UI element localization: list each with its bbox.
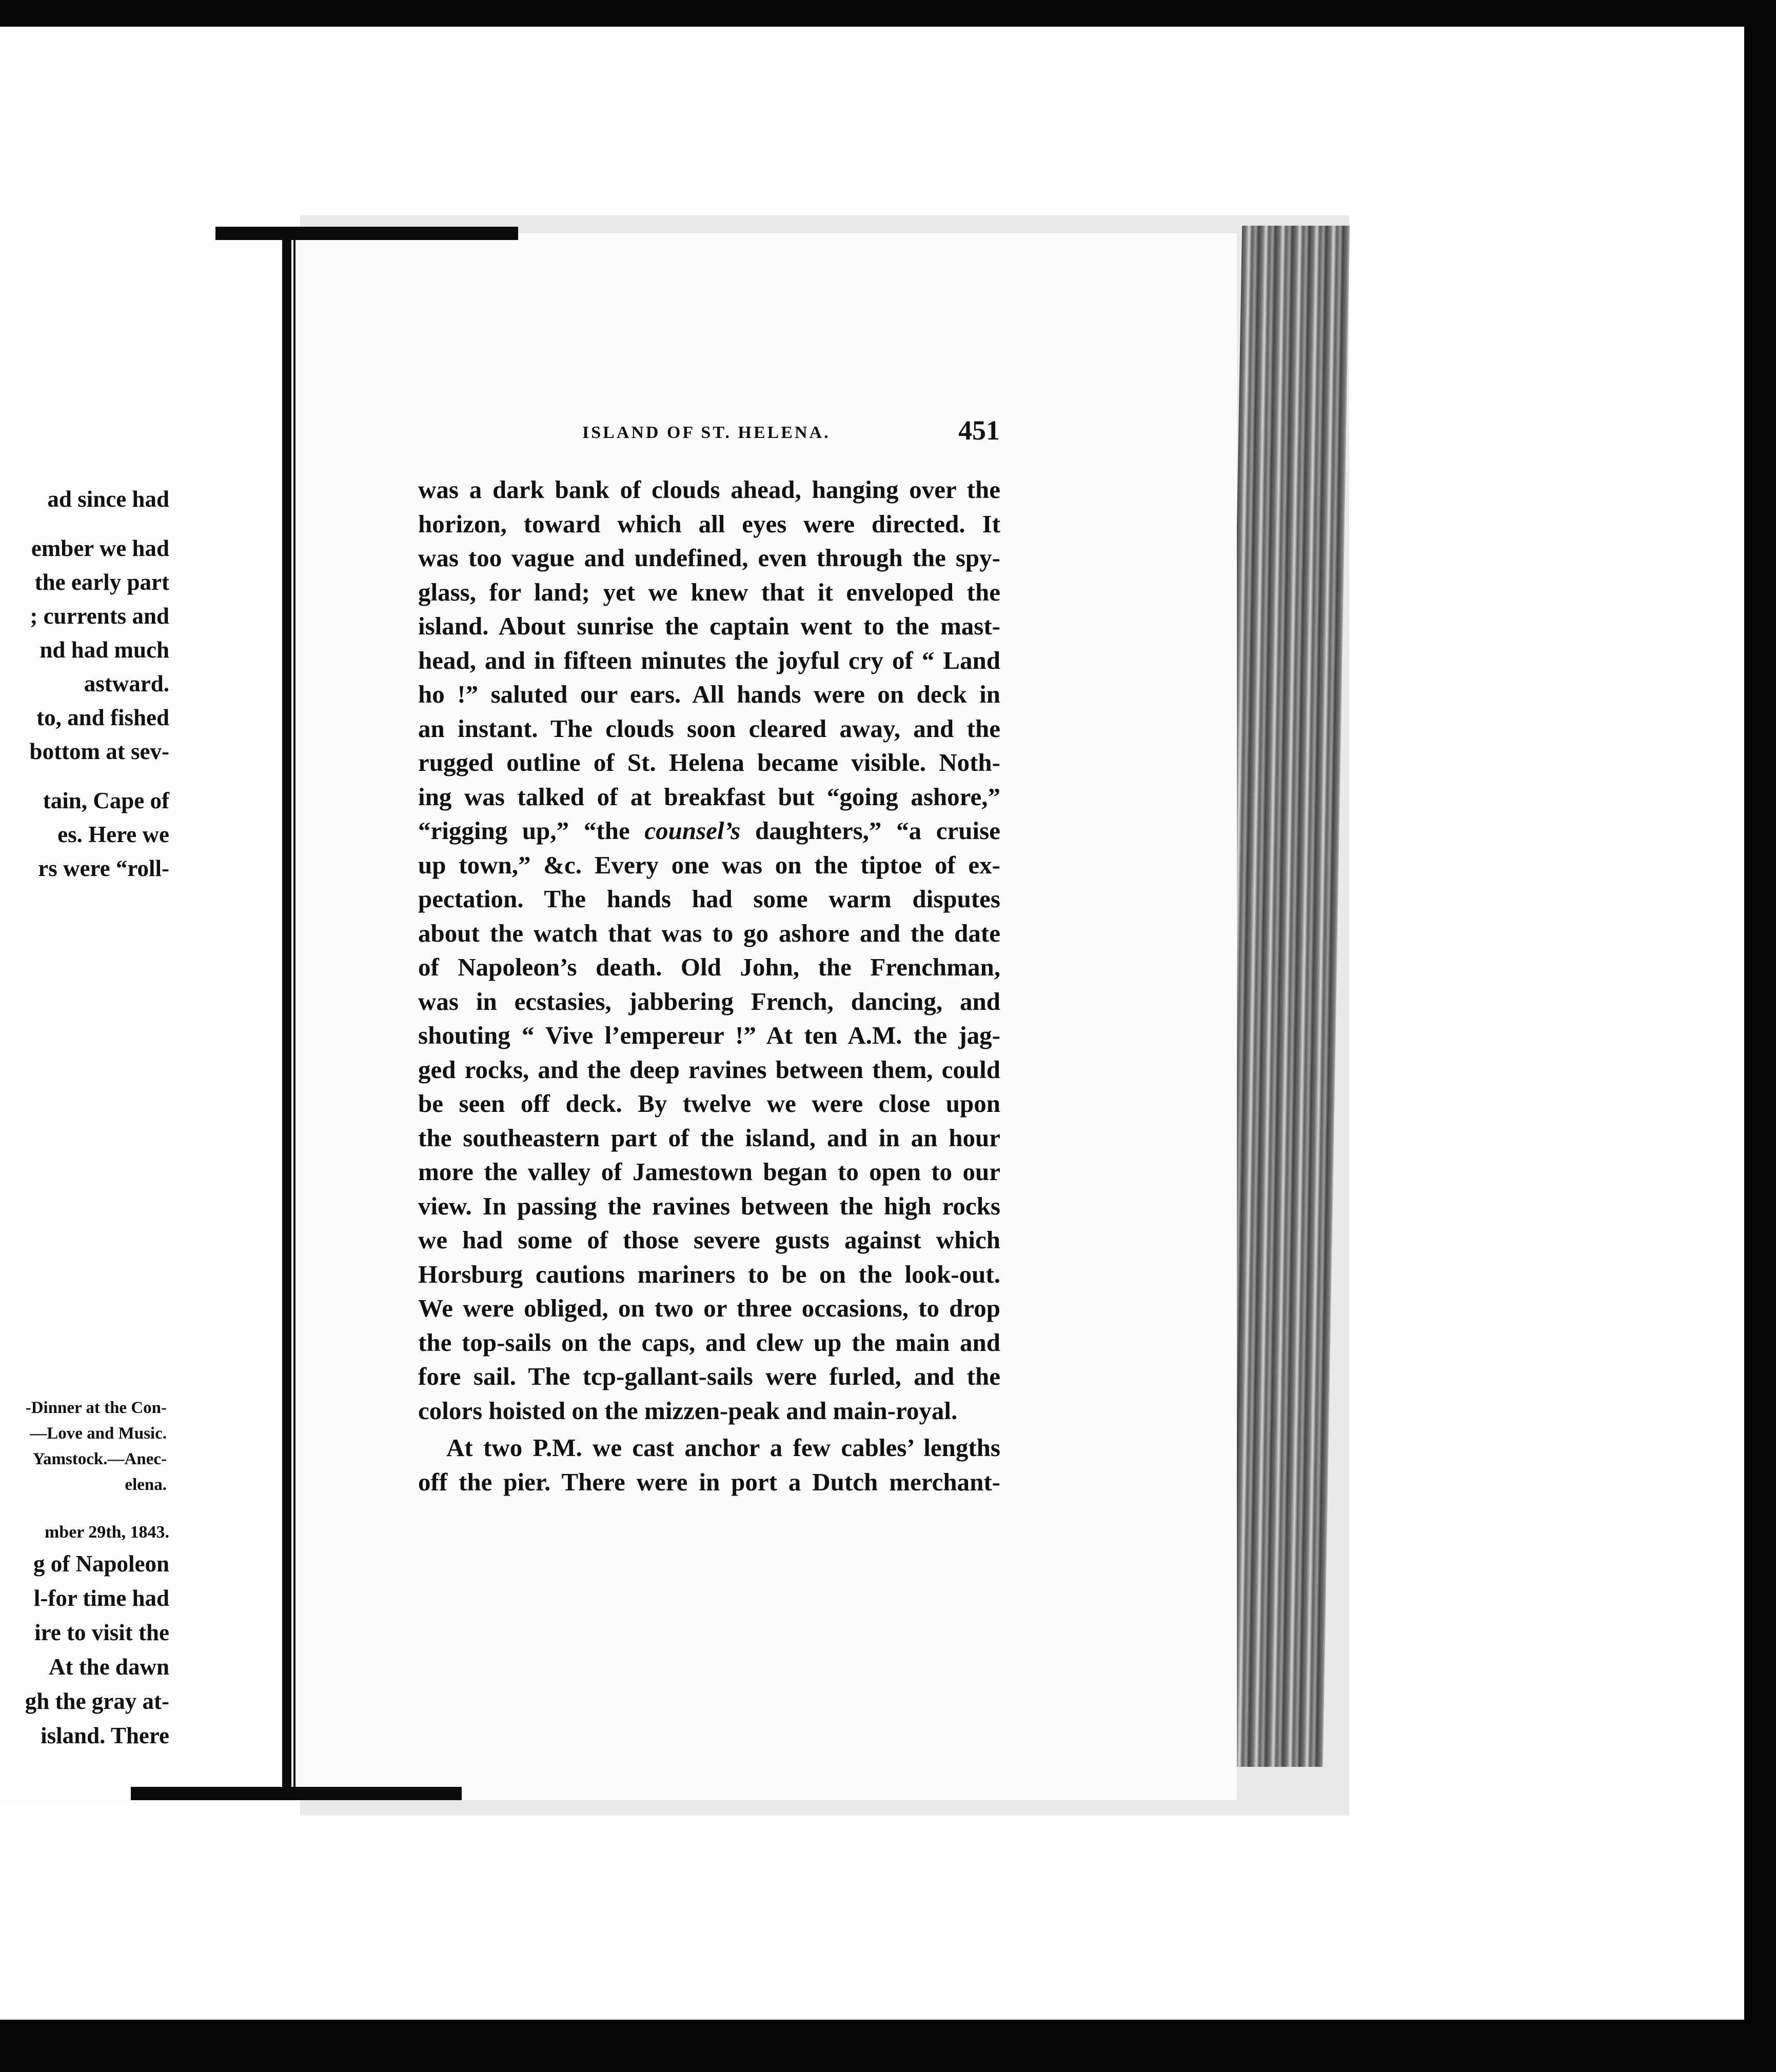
left-page-line: gh the gray at-	[25, 1688, 169, 1714]
body-line: At two P.M. we cast anchor a few cables’ lengths	[446, 1433, 1000, 1462]
left-page-line: l-for time had	[33, 1585, 169, 1611]
body-text	[418, 473, 1000, 1499]
left-page-line: ember we had	[31, 535, 169, 561]
body-line: of Napoleon’s death. Old John, the Frenchman,	[418, 953, 1000, 981]
left-page-line: es. Here we	[57, 822, 169, 847]
left-page-line	[0, 768, 169, 784]
body-line: ged rocks, and the deep ravines between them, could	[418, 1055, 1000, 1084]
body-line: pectation. The hands had some warm disputes	[418, 885, 1000, 913]
left-page-line: ad since had	[47, 486, 169, 512]
left-page-line: At the dawn	[48, 1654, 169, 1680]
body-line: up town,” &c. Every one was on the tiptoe of ex-	[418, 850, 1000, 879]
body-line: off the pier. There were in port a Dutch merchant-	[418, 1467, 1000, 1496]
body-line: was in ecstasies, jabbering French, dancing, and	[418, 987, 1000, 1015]
body-line: ho !” saluted our ears. All hands were on deck in	[418, 680, 1000, 708]
left-page-line: bottom at sev-	[29, 739, 169, 764]
body-line: head, and in fifteen minutes the joyful cry of “ Land	[418, 646, 1000, 674]
body-line: colors hoisted on the mizzen-peak and main-royal.	[418, 1396, 958, 1425]
body-line: be seen off deck. By twelve we were close upon	[418, 1089, 1000, 1118]
body-line: the top-sails on the caps, and clew up the main and	[418, 1328, 1000, 1357]
left-page	[0, 241, 300, 1805]
left-page-line: the early part	[34, 569, 169, 595]
left-page-line: island. There	[41, 1723, 169, 1748]
left-page-chapter-summary	[0, 1395, 167, 1498]
left-page-upper-text	[0, 482, 169, 885]
body-line: ing was talked of at breakfast but “going ashore,”	[418, 782, 1000, 811]
left-page-line	[0, 516, 169, 531]
book-gutter	[282, 232, 291, 1794]
body-line: rugged outline of St. Helena became visible. Noth-	[418, 748, 1000, 776]
scan-border-top	[0, 0, 1776, 27]
chapter-summary-line: -Dinner at the Con-	[25, 1399, 167, 1417]
binding-clip-top	[215, 227, 518, 240]
left-page-line: astward.	[84, 671, 169, 696]
left-page-lower-text	[0, 1518, 169, 1753]
body-line: an instant. The clouds soon cleared away, and the	[418, 714, 1000, 743]
binding-clip-bottom	[131, 1787, 462, 1800]
left-page-line: g of Napoleon	[33, 1551, 169, 1577]
body-line: glass, for land; yet we knew that it enveloped the	[418, 577, 1000, 606]
body-line: Horsburg cautions mariners to be on the look-out.	[418, 1260, 1000, 1288]
chapter-date-line: mber 29th, 1843.	[44, 1523, 169, 1542]
body-line: was too vague and undefined, even through the spy-	[418, 544, 1000, 572]
body-line: about the watch that was to go ashore and the date	[418, 919, 1000, 947]
left-page-line: ire to visit the	[34, 1620, 169, 1645]
body-line: was a dark bank of clouds ahead, hanging over the	[418, 475, 1000, 504]
left-page-line: tain, Cape of	[43, 788, 169, 813]
body-line: more the valley of Jamestown began to open to our	[418, 1158, 1000, 1186]
body-line: the southeastern part of the island, and in an hour	[418, 1123, 1000, 1152]
body-line: We were obliged, on two or three occasions, to drop	[418, 1294, 1000, 1322]
left-page-line: rs were “roll-	[38, 855, 169, 881]
chapter-summary-line: —Love and Music.	[30, 1424, 167, 1443]
body-line: view. In passing the ravines between the high rocks	[418, 1191, 1000, 1220]
scan-border-right	[1744, 0, 1776, 2072]
body-line: horizon, toward which all eyes were directed. It	[418, 509, 1000, 538]
running-head: ISLAND OF ST. HELENA.	[582, 423, 831, 442]
chapter-summary-line: Yamstock.—Anec-	[32, 1450, 167, 1468]
body-line: shouting “ Vive l’empereur !” At ten A.M. the jag-	[418, 1021, 1000, 1049]
body-line: fore sail. The tcp-gallant-sails were furled, and the	[418, 1362, 1000, 1390]
left-page-line: to, and fished	[36, 705, 169, 730]
left-page-line: nd had much	[40, 637, 169, 663]
body-line: “rigging up,” “the counsel’s daughters,” “a cruise	[418, 816, 1000, 845]
scan-border-bottom	[0, 2020, 1776, 2072]
chapter-summary-line: elena.	[125, 1476, 167, 1494]
page-number: 451	[958, 415, 1000, 446]
left-page-line: ; currents and	[30, 603, 169, 629]
body-line: island. About sunrise the captain went to the mast-	[418, 612, 1000, 640]
body-line: we had some of those severe gusts against which	[418, 1226, 1000, 1254]
